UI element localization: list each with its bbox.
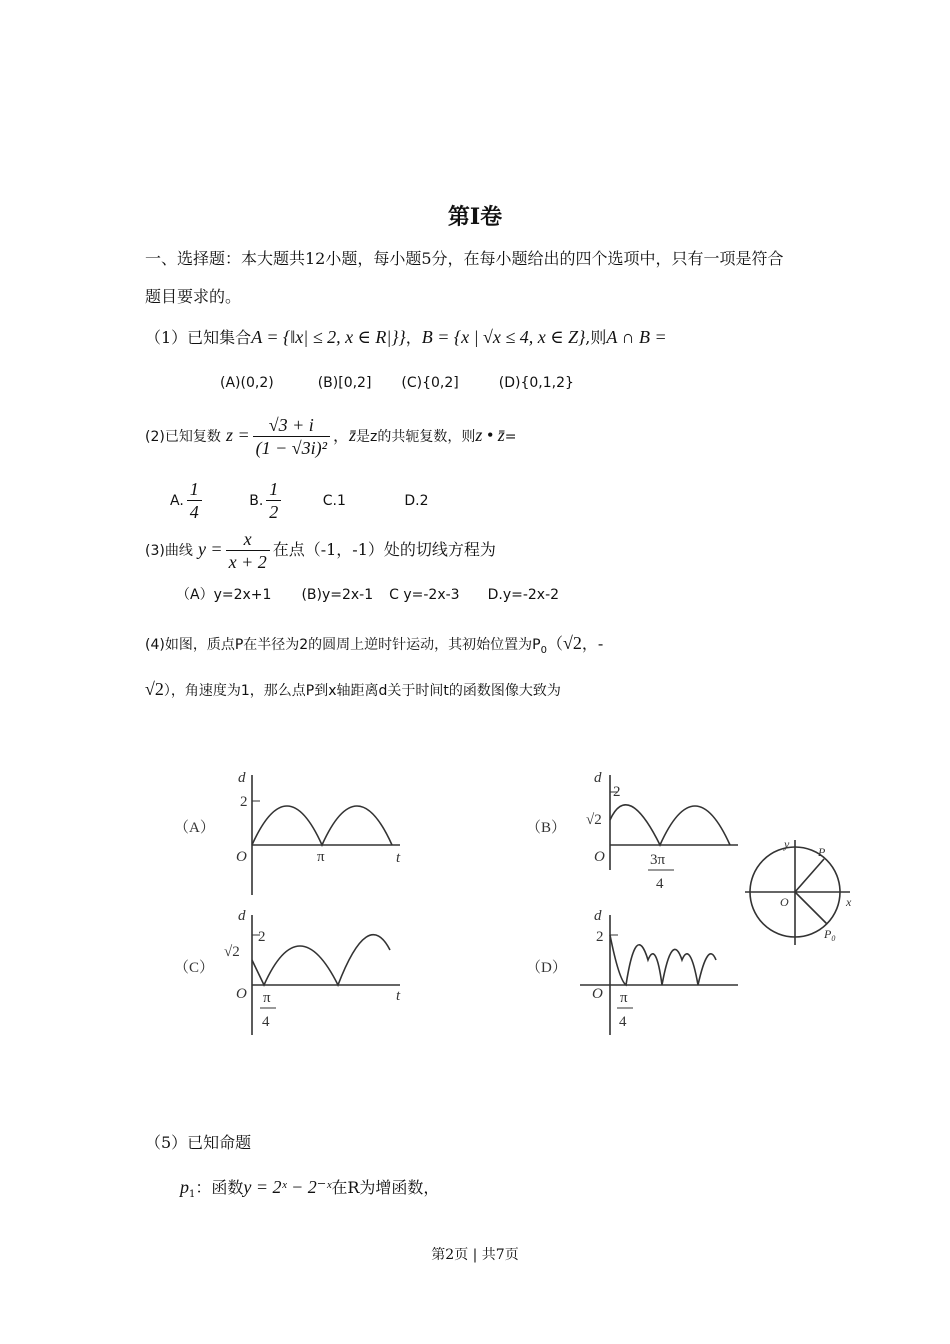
q2-option-b: B. $\frac{1}{2}$ xyxy=(249,493,284,509)
q1-set-a: A = {‖x| ≤ 2, x ∈ R|}} xyxy=(251,327,406,347)
section-heading-line1: 一、选择题：本大题共12小题，每小题5分，在每小题给出的四个选项中，只有一项是符合 xyxy=(145,249,784,268)
graph-b-four: 4 xyxy=(656,876,664,892)
graph-b-label: （B） xyxy=(526,820,567,836)
graph-a-d: d xyxy=(238,770,246,786)
graph-b-3pi: 3π xyxy=(650,852,666,868)
q2-fraction xyxy=(253,414,330,459)
q3-option-a: （A）y=2x+1 xyxy=(176,587,272,603)
q2-mid: 是z的共轭复数，则 xyxy=(356,429,476,445)
q1-option-a: (A)(0,2) xyxy=(220,375,274,391)
circle-op0-line xyxy=(795,892,827,924)
graph-a-label: （A） xyxy=(174,820,215,836)
graph-c-label: （C） xyxy=(174,960,215,976)
q2-zbar: z̄ xyxy=(349,425,357,445)
q5-p1 xyxy=(180,1176,439,1206)
q2-options xyxy=(170,478,428,523)
q3-numerator: x xyxy=(226,528,270,551)
q1-option-c: (C){0,2] xyxy=(401,375,459,391)
q1-set-b: B = {x | √x ≤ 4, x ∈ Z} xyxy=(421,327,586,347)
q3-option-d: D.y=-2x-2 xyxy=(487,587,560,603)
graph-b-origin: O xyxy=(594,849,605,865)
graph-d-two: 2 xyxy=(596,929,604,945)
page-footer: 第2页 | 共7页 xyxy=(431,1247,519,1263)
graph-a-two: 2 xyxy=(240,794,248,810)
question-4-line1 xyxy=(145,632,603,662)
q3-option-b: (B)y=2x-1 xyxy=(301,587,374,603)
q4-line1-prefix: (4)如图，质点P在半径为2的圆周上逆时针运动，其初始位置为P xyxy=(145,637,541,653)
graph-d-origin: O xyxy=(592,986,603,1002)
q3-prefix: (3)曲线 xyxy=(145,543,193,559)
circle-x-label: x xyxy=(846,895,852,909)
question-3 xyxy=(145,528,496,573)
graph-d-curve xyxy=(610,935,716,985)
circle-op-line xyxy=(795,859,824,892)
graph-c-pi: π xyxy=(263,990,271,1006)
q3-lhs: y = xyxy=(197,539,223,559)
q1-expr: A ∩ B = xyxy=(606,327,667,347)
graph-c-origin: O xyxy=(236,986,247,1002)
q5-p1-tail: 在R为增函数， xyxy=(331,1178,440,1197)
graph-b-d: d xyxy=(594,770,602,786)
circle-p-label: P xyxy=(818,845,826,859)
q5-p1-sub: 1 xyxy=(189,1189,196,1201)
q3-option-c: C y=-2x-3 xyxy=(389,587,460,603)
graph-c-curve xyxy=(252,935,390,985)
q3-fraction xyxy=(226,528,270,573)
q3-tail: 在点（-1，-1）处的切线方程为 xyxy=(272,540,496,559)
graph-d-d: d xyxy=(594,908,602,924)
graph-b-root2: √2 xyxy=(586,812,602,828)
q1-option-b: (B)[0,2] xyxy=(317,375,372,391)
circle-origin: O xyxy=(780,895,789,909)
graph-c-d: d xyxy=(238,908,246,924)
q2-prefix: (2)已知复数 xyxy=(145,429,221,445)
q1-options xyxy=(220,372,618,394)
q5-p1-label: p xyxy=(180,1177,189,1197)
circle-p0-label: $P_0$ xyxy=(824,927,836,943)
q2-expr: z • z̄ xyxy=(475,425,505,445)
q4-line1-end: ，- xyxy=(581,634,604,653)
circle-y-label: y xyxy=(784,837,790,851)
graph-d-four: 4 xyxy=(619,1014,627,1030)
page-title: 第I卷 xyxy=(447,204,503,230)
q5-p1-colon: ：函数 xyxy=(195,1178,244,1197)
question-4-line2 xyxy=(145,678,561,702)
graph-c-four: 4 xyxy=(262,1014,270,1030)
q4-line2-tail: ），角速度为1，那么点P到x轴距离d关于时间t的函数图像大致为 xyxy=(163,683,561,699)
q2-eq: = xyxy=(504,429,517,445)
graph-d-pi: π xyxy=(620,990,628,1006)
q1-comma: ， xyxy=(405,328,422,347)
graph-b-curve xyxy=(610,805,730,845)
q4-line1-mid: （ xyxy=(547,634,564,653)
q1-prefix: （1）已知集合 xyxy=(145,328,252,347)
q4-line2-sqrt2: √2 xyxy=(145,679,164,699)
graph-d-label: （D） xyxy=(526,960,567,976)
question-1 xyxy=(145,326,667,349)
graph-c-t: t xyxy=(396,988,401,1004)
q2-denominator: (1 − √3i)² xyxy=(255,438,328,458)
graph-a-t: t xyxy=(396,850,401,866)
q2-sep: ， xyxy=(333,426,350,445)
section-heading-line2: 题目要求的。 xyxy=(145,287,242,306)
q1-tail: ,则 xyxy=(585,328,607,347)
graph-a-curve xyxy=(252,806,392,845)
q3-denominator: x + 2 xyxy=(228,552,267,572)
q2-lhs: z = xyxy=(225,425,250,445)
graph-c-two: 2 xyxy=(258,929,266,945)
q2-option-a: A. $\frac{1}{4}$ xyxy=(170,493,205,509)
q2-numerator: √3 + i xyxy=(253,414,330,437)
q4-sqrt2: √2 xyxy=(563,633,582,653)
q2-option-d: D.2 xyxy=(404,492,429,509)
question-5: （5）已知命题 xyxy=(145,1133,252,1152)
graph-a-origin: O xyxy=(236,849,247,865)
q5-p1-expr: y = 2ˣ − 2⁻ˣ xyxy=(243,1177,332,1197)
graph-c-root2: √2 xyxy=(224,944,240,960)
q1-option-d: (D){0,1,2} xyxy=(498,375,574,391)
q3-options xyxy=(176,584,559,606)
graph-a-pi: π xyxy=(317,849,325,865)
q4-figure xyxy=(160,760,880,1050)
q2-option-c: C.1 xyxy=(322,492,346,509)
question-2 xyxy=(145,414,516,459)
graph-b-two: 2 xyxy=(613,784,621,800)
q4-p0-sub: 0 xyxy=(540,645,547,657)
